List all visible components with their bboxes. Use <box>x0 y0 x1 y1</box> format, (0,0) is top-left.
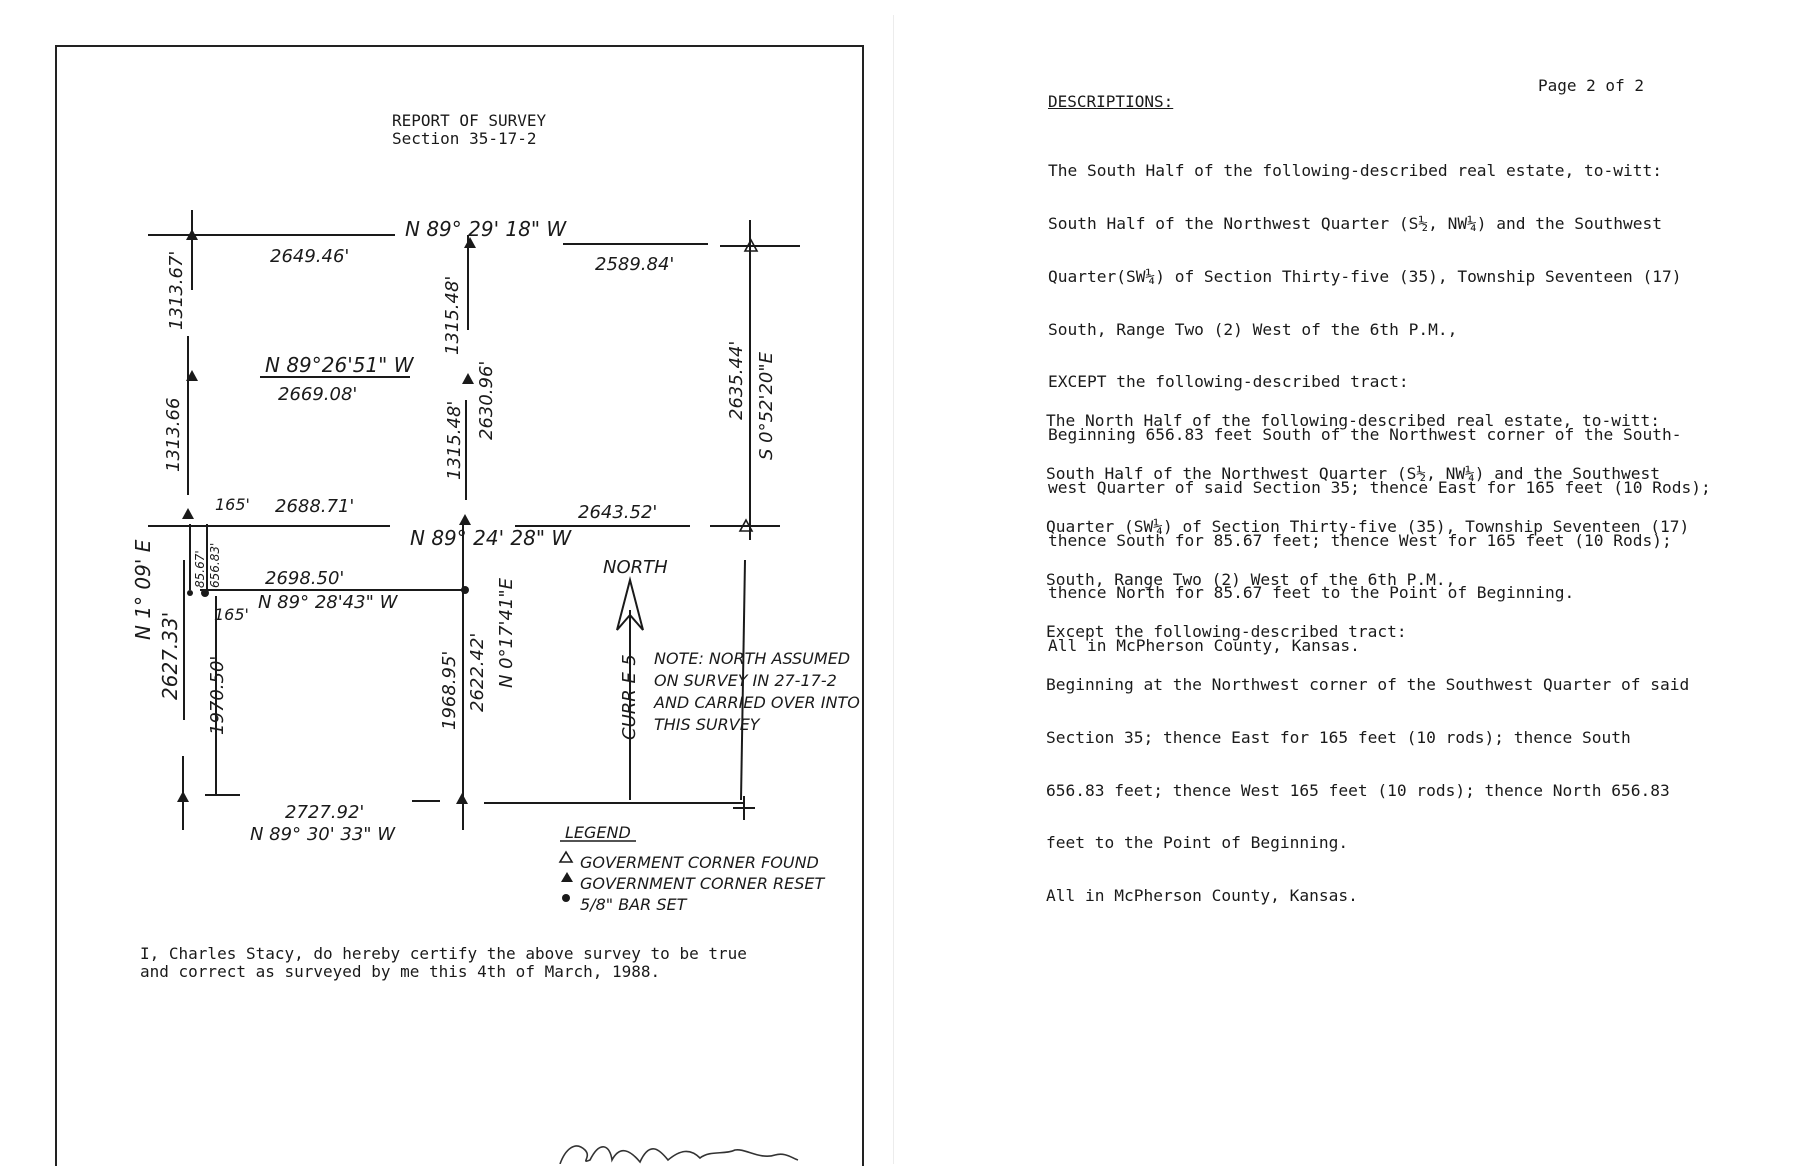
label-left-top-vert: 1313.67' <box>166 250 187 330</box>
signature-scrawl <box>560 1146 798 1164</box>
bar-set-marker <box>187 590 193 596</box>
survey-subtitle: Section 35-17-2 <box>392 129 537 148</box>
legend-item-bar: 5/8" BAR SET <box>580 895 687 914</box>
desc-line: Except the following-described tract: <box>1046 622 1407 642</box>
label-quarter-dist: 2669.08' <box>278 384 358 405</box>
label-left-mid-vert: 1313.66 <box>163 397 184 472</box>
desc-line: All in McPherson County, Kansas. <box>1048 636 1360 656</box>
label-center-left-dist: 2688.71' <box>275 496 355 517</box>
legend-title: LEGEND <box>565 823 631 842</box>
label-left-total: 2627.33' <box>158 611 182 700</box>
desc-line: Quarter(SW¼) of Section Thirty-five (35), Township Seventeen (17) <box>1048 266 1682 286</box>
desc-line: Beginning at the Northwest corner of the Southwest Quarter of said <box>1046 675 1690 695</box>
bar-set-marker <box>461 586 469 594</box>
survey-title: REPORT OF SURVEY <box>392 111 547 130</box>
label-center-bearing: N 89° 24' 28" W <box>410 526 572 550</box>
label-top-bearing: N 89° 29' 18" W <box>405 217 567 241</box>
bar-set-legend-icon <box>562 894 570 902</box>
descriptions-heading: DESCRIPTIONS: <box>1048 92 1174 111</box>
label-tract-bearing: N 89° 28'43" W <box>258 592 398 613</box>
label-north: NORTH <box>603 557 668 578</box>
desc-line: feet to the Point of Beginning. <box>1046 833 1349 853</box>
label-tract-dist: 2698.50' <box>265 568 345 589</box>
desc-line: The North Half of the following-described real estate, to-witt: <box>1046 411 1660 431</box>
corner-reset-marker <box>462 373 474 384</box>
desc-line: EXCEPT the following-described tract: <box>1048 372 1409 392</box>
legend-item-reset: GOVERNMENT CORNER RESET <box>580 874 825 893</box>
note-line-2: ON SURVEY IN 27-17-2 <box>654 671 837 690</box>
corner-reset-legend-icon <box>561 872 573 882</box>
label-mid-vert-top2: 1315.48' <box>444 400 465 480</box>
label-bottom-bearing: N 89° 30' 33" W <box>250 824 396 845</box>
desc-line: thence North for 85.67 feet to the Point of Beginning. <box>1048 583 1575 603</box>
label-center-right-dist: 2643.52' <box>578 502 658 523</box>
label-right-vert-bearing: S 0°52'20"E <box>756 351 777 460</box>
corner-found-marker <box>560 852 572 862</box>
label-mid-bearing: N 0°17'41"E <box>496 577 517 688</box>
note-line-4: THIS SURVEY <box>654 715 760 734</box>
desc-line: Quarter (SW¼) of Section Thirty-five (35), Township Seventeen (17) <box>1046 516 1690 536</box>
desc-line: South, Range Two (2) West of the 6th P.M., <box>1046 569 1456 589</box>
desc-line: Section 35; thence East for 165 feet (10 rods); thence South <box>1046 727 1631 747</box>
desc-line: All in McPherson County, Kansas. <box>1046 886 1358 906</box>
label-165-bottom: 165' <box>214 605 249 624</box>
desc-line: South Half of the Northwest Quarter (S½, NW¼) and the Southwest <box>1048 213 1662 233</box>
label-top-right-dist: 2589.84' <box>595 254 675 275</box>
label-quarter-bearing: N 89°26'51" W <box>265 353 414 377</box>
label-right-vert-dist: 2635.44' <box>726 340 747 420</box>
certification-line-2: and correct as surveyed by me this 4th of March, 1988. <box>140 962 661 981</box>
label-mid-vert-top: 1315.48' <box>442 275 463 355</box>
desc-line: west Quarter of said Section 35; thence East for 165 feet (10 Rods); <box>1048 477 1711 497</box>
note-line-1: NOTE: NORTH ASSUMED <box>654 649 851 668</box>
corner-reset-marker <box>459 514 471 525</box>
label-bottom-dist: 2727.92' <box>285 802 365 823</box>
label-top-left-dist: 2649.46' <box>270 246 350 267</box>
label-656-83: 656.83' <box>208 542 222 588</box>
label-mid-lower: 1968.95' <box>439 650 460 730</box>
corner-reset-marker <box>182 508 194 519</box>
label-left-lower: 1970.50' <box>207 655 228 735</box>
label-curr: CURR E-5 <box>619 654 640 740</box>
desc-line: 656.83 feet; thence West 165 feet (10 rods); thence North 656.83 <box>1046 780 1670 800</box>
label-left-bearing: N 1° 09' E <box>131 539 155 640</box>
desc-line: Beginning 656.83 feet South of the Northwest corner of the South- <box>1048 425 1682 445</box>
label-mid-vert-total: 2630.96' <box>476 360 497 440</box>
label-85-67: 85.67' <box>193 550 207 588</box>
desc-line: South Half of the Northwest Quarter (S½, NW¼) and the Southwest <box>1046 463 1660 483</box>
desc-line: The South Half of the following-described real estate, to-witt: <box>1048 161 1662 181</box>
label-mid-total: 2622.42' <box>467 632 488 712</box>
north-half-description <box>1046 377 1689 922</box>
page-number: Page 2 of 2 <box>1538 76 1644 95</box>
corner-reset-marker <box>177 791 189 802</box>
corner-reset-marker <box>456 793 468 804</box>
legend-item-found: GOVERMENT CORNER FOUND <box>580 853 819 872</box>
note-line-3: AND CARRIED OVER INTO <box>654 693 860 712</box>
certification-line-1: I, Charles Stacy, do hereby certify the above survey to be true <box>140 944 747 963</box>
bar-set-marker <box>201 589 209 597</box>
desc-line: thence South for 85.67 feet; thence West for 165 feet (10 Rods); <box>1048 530 1672 550</box>
desc-line: South, Range Two (2) West of the 6th P.M., <box>1048 319 1458 339</box>
label-165-top: 165' <box>215 495 250 514</box>
